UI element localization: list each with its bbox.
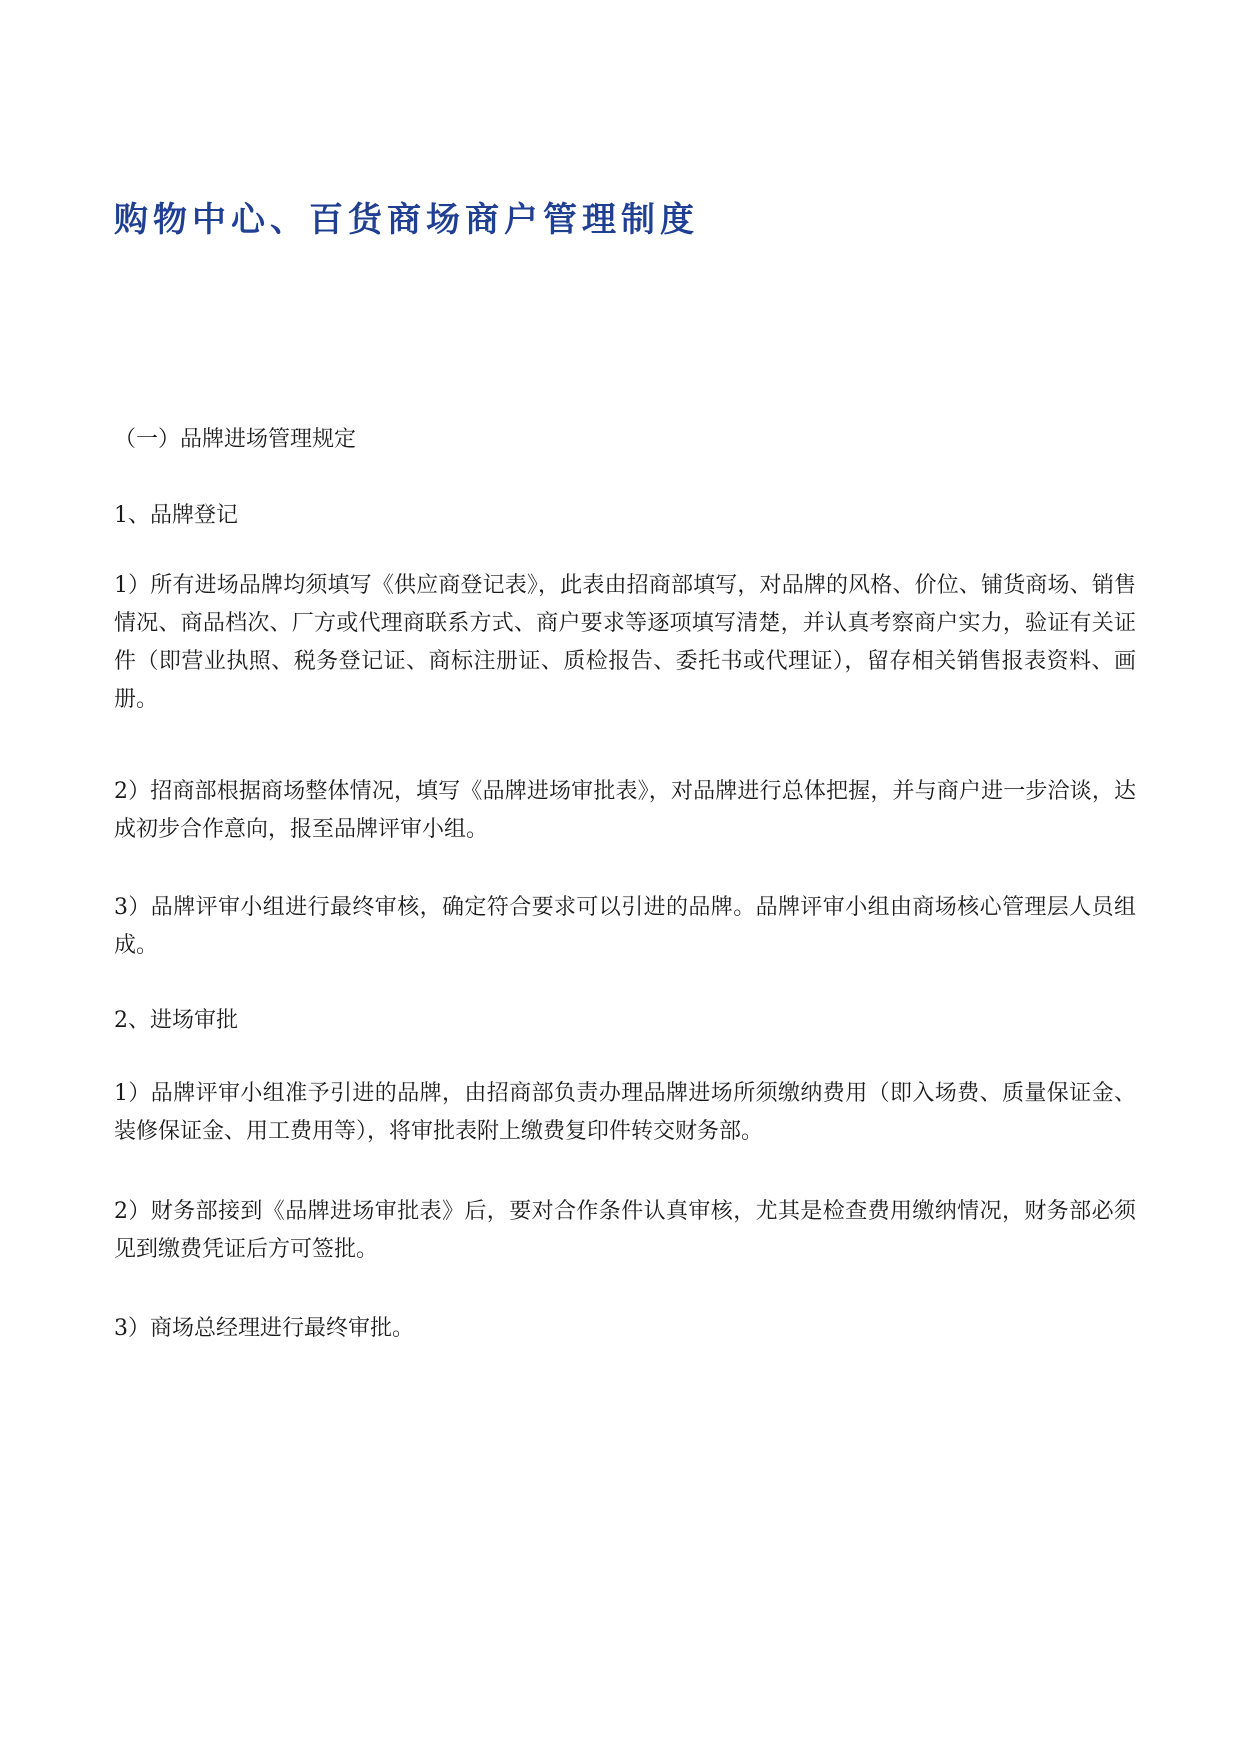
document-title: 购物中心、百货商场商户管理制度 (114, 200, 699, 240)
section-heading: （一）品牌进场管理规定 (114, 427, 357, 452)
paragraph-1-2: 2）招商部根据商场整体情况，填写《品牌进场审批表》，对品牌进行总体把握，并与商户进一步洽谈，达成初步合作意向，报至品牌评审小组。 (114, 779, 1136, 842)
paragraph-2-1: 1）品牌评审小组准予引进的品牌，由招商部负责办理品牌进场所须缴纳费用（即入场费、质量保证金、装修保证金、用工费用等），将审批表附上缴费复印件转交财务部。 (114, 1081, 1136, 1144)
subsection-heading-2: 2、进场审批 (114, 1008, 238, 1033)
paragraph-2-3: 3）商场总经理进行最终审批。 (114, 1316, 414, 1341)
paragraph-2-2: 2）财务部接到《品牌进场审批表》后，要对合作条件认真审核，尤其是检查费用缴纳情况，财务部必须见到缴费凭证后方可签批。 (114, 1199, 1136, 1262)
subsection-heading-1: 1、品牌登记 (114, 503, 238, 528)
paragraph-1-1: 1）所有进场品牌均须填写《供应商登记表》，此表由招商部填写，对品牌的风格、价位、铺货商场、销售情况、商品档次、厂方或代理商联系方式、商户要求等逐项填写清楚，并认真考察商户实力，验证有关证件（即营业执照、税务登记证、商标注册证、质检报告、委托书或代理证），留存相关销售报表资料、画册。 (114, 573, 1136, 712)
paragraph-1-3: 3）品牌评审小组进行最终审核，确定符合要求可以引进的品牌。品牌评审小组由商场核心管理层人员组成。 (114, 895, 1136, 958)
